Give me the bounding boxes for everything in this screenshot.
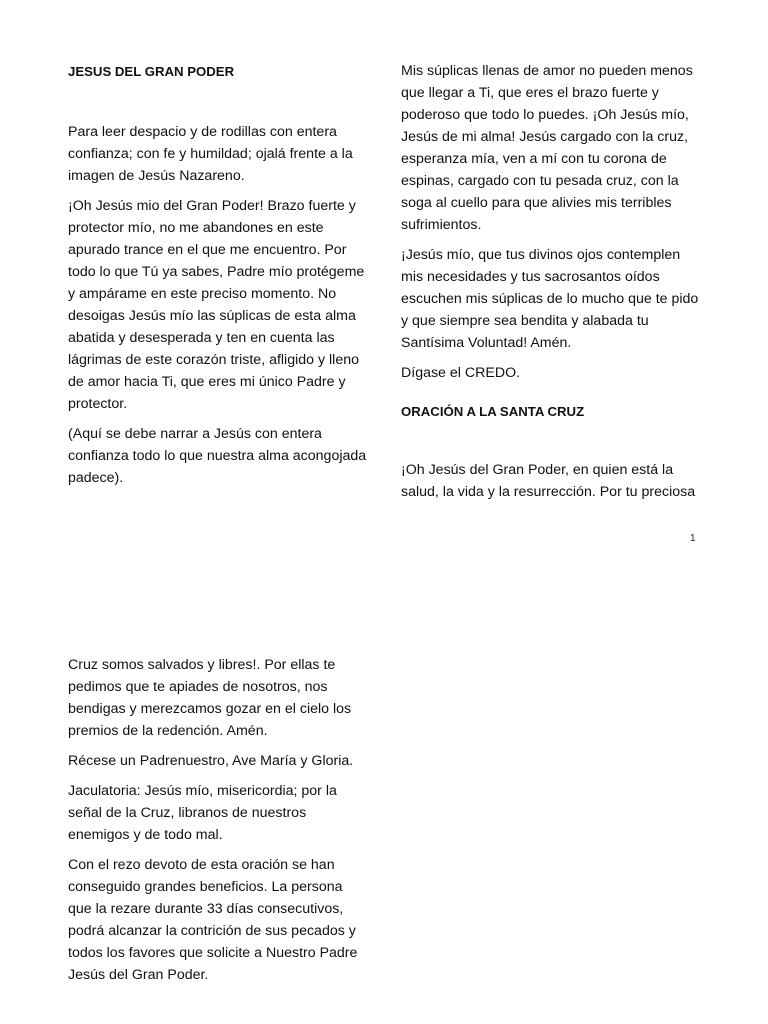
spacer (401, 431, 701, 459)
spacer (68, 91, 370, 121)
page1-right-column (401, 60, 701, 511)
paragraph-supplications: Mis súplicas llenas de amor no pueden menos que llegar a Ti, que eres el brazo fuerte y poderoso que todo lo puedes. ¡Oh Jesús mío, Jesús de mi alma! Jesús cargado con la cruz, esperanza mía, ven a mí con tu corona de espinas, cargado con tu pesada cruz, con la soga al cuello para que alivies mis terribles sufrimientos. (401, 63, 693, 233)
paragraph-instructions: Para leer despacio y de rodillas con entera confianza; con fe y humildad; ojalá frente a la imagen de Jesús Nazareno. (68, 124, 353, 184)
document-title: JESUS DEL GRAN PODER (68, 64, 235, 79)
spacer (401, 392, 701, 401)
paragraph-credo: Dígase el CREDO. (401, 365, 521, 381)
paragraph-santa-cruz-continued: Cruz somos salvados y libres!. Por ellas te pedimos que te apiades de nosotros, nos bendigas y merezcamos gozar en el cielo los premios de la redención. Amén. (68, 657, 352, 739)
paragraph-prayer-opening: ¡Oh Jesús mio del Gran Poder! Brazo fuerte y protector mío, no me abandones en este apurado trance en el que me encuentro. Por todo lo que Tú ya sabes, Padre mío protégeme y ampárame en este preciso momento. No desoigas Jesús mío las súplicas de esta alma abatida y desesperada y ten en cuenta las lágrimas de este corazón triste, afligido y lleno de amor hacia Ti, que eres mi único Padre y protector. (68, 198, 365, 412)
paragraph-divine-eyes: ¡Jesús mío, que tus divinos ojos contemplen mis necesidades y tus sacrosantos oídos escuchen mis súplicas de lo mucho que te pido y que siempre sea bendita y alabada tu Santísima Voluntad! Amén. (401, 247, 699, 351)
section-heading-santa-cruz: ORACIÓN A LA SANTA CRUZ (401, 404, 585, 419)
paragraph-benefits: Con el rezo devoto de esta oración se han conseguido grandes beneficios. La persona que la rezare durante 33 días consecutivos, podrá alcanzar la contrición de sus pecados y todos los favores que solicite a Nuestro Padre Jesús del Gran Poder. (68, 857, 358, 983)
paragraph-jaculatoria: Jaculatoria: Jesús mío, misericordia; por la señal de la Cruz, libranos de nuestros enemigos y de todo mal. (68, 783, 337, 843)
paragraph-santa-cruz-start: ¡Oh Jesús del Gran Poder, en quien está la salud, la vida y la resurrección. Por tu preciosa (401, 462, 696, 500)
page-number: 1 (690, 533, 696, 544)
page2-left-column (68, 654, 370, 994)
page1-left-column (68, 61, 370, 497)
paragraph-recese: Récese un Padrenuestro, Ave María y Gloria. (68, 753, 354, 769)
paragraph-narration-note: (Aquí se debe narrar a Jesús con entera confianza todo lo que nuestra alma acongojada padece). (68, 426, 367, 486)
